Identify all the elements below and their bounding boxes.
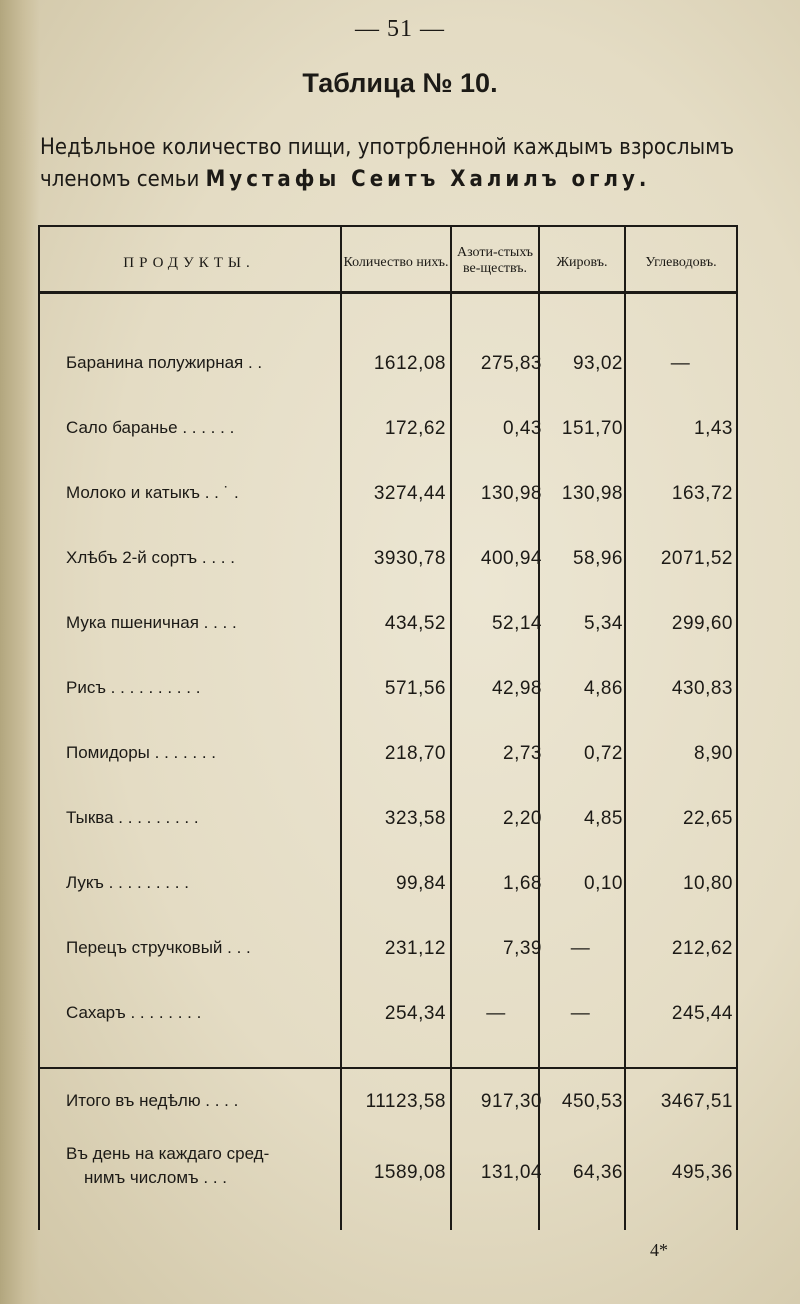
header-rule (38, 291, 738, 294)
row-carbs: 430,83 (671, 678, 733, 699)
subtitle-line-2-prefix: членомъ семьи (40, 167, 200, 192)
row-quantity: 434,52 (384, 613, 446, 634)
total-week-carbs: 3467,51 (660, 1091, 733, 1112)
row-quantity: 3274,44 (373, 483, 446, 504)
row-fats: — (570, 938, 591, 959)
row-product-name: Молоко и катыкъ . . ˙ . (66, 483, 239, 502)
row-product-name: Перецъ стручковый . . . (66, 938, 251, 957)
row-nitrogen: 1,68 (503, 873, 542, 894)
table-row (38, 1003, 738, 1033)
header-fats: Жировъ. (556, 255, 608, 270)
row-product-name: Лукъ . . . . . . . . . (66, 873, 189, 892)
table-top-rule (38, 225, 738, 227)
row-fats: 58,96 (572, 548, 623, 569)
table-row (38, 548, 738, 578)
row-fats: — (570, 1003, 591, 1024)
row-quantity: 323,58 (384, 808, 446, 829)
total-week-quantity: 11123,58 (365, 1091, 446, 1112)
header-nitrogen: Азоти-стыхъ ве-ществъ. (456, 245, 534, 276)
per-day-label-line-2: нимъ числомъ . . . (84, 1168, 227, 1187)
row-nitrogen: 0,43 (503, 418, 542, 439)
page-edge-stain (0, 0, 40, 1304)
per-day-label-line-1: Въ день на каждаго сред- (66, 1144, 270, 1163)
row-nitrogen: 400,94 (480, 548, 542, 569)
page-number: — 51 — (355, 16, 445, 42)
total-week-row (38, 1091, 738, 1121)
row-nitrogen: 275,83 (480, 353, 542, 374)
row-nitrogen: 7,39 (503, 938, 542, 959)
row-fats: 130,98 (561, 483, 623, 504)
row-fats: 0,72 (584, 743, 623, 764)
row-product-name: Сахаръ . . . . . . . . (66, 1003, 202, 1022)
row-product-name: Сало баранье . . . . . . (66, 418, 235, 437)
row-nitrogen: 2,73 (503, 743, 542, 764)
row-fats: 151,70 (561, 418, 623, 439)
row-product-name: Хлѣбъ 2-й сортъ . . . . (66, 548, 235, 567)
per-day-row (38, 1144, 738, 1210)
subtitle-family-name: Мустафы Сеитъ Халилъ оглу. (205, 167, 651, 192)
row-carbs: 22,65 (682, 808, 733, 829)
row-carbs: 2071,52 (660, 548, 733, 569)
row-nitrogen: 2,20 (503, 808, 542, 829)
table-row (38, 873, 738, 903)
table-row (38, 418, 738, 448)
row-quantity: 231,12 (384, 938, 446, 959)
row-carbs: 8,90 (694, 743, 733, 764)
row-fats: 0,10 (584, 873, 623, 894)
header-carbs: Углеводовъ. (645, 255, 717, 270)
table-row (38, 353, 738, 383)
header-quantity: Количество нихъ. (343, 255, 449, 270)
per-day-nitrogen: 131,04 (480, 1162, 542, 1183)
row-nitrogen: 42,98 (491, 678, 542, 699)
row-product-name: Тыква . . . . . . . . . (66, 808, 199, 827)
table-row (38, 808, 738, 838)
total-week-nitrogen: 917,30 (480, 1091, 542, 1112)
table-row (38, 613, 738, 643)
total-week-fats: 450,53 (561, 1091, 623, 1112)
table-subtitle (40, 132, 770, 196)
row-quantity: 3930,78 (373, 548, 446, 569)
table-row (38, 483, 738, 513)
row-fats: 93,02 (572, 353, 623, 374)
row-product-name: Рисъ . . . . . . . . . . (66, 678, 201, 697)
row-quantity: 99,84 (395, 873, 446, 894)
row-fats: 4,85 (584, 808, 623, 829)
row-quantity: 218,70 (384, 743, 446, 764)
row-nitrogen: 130,98 (480, 483, 542, 504)
total-rule (38, 1067, 738, 1069)
row-carbs: 299,60 (671, 613, 733, 634)
per-day-carbs: 495,36 (671, 1162, 733, 1183)
header-products: ПРОДУКТЫ. (123, 255, 255, 271)
table-title: Таблица № 10. (302, 68, 498, 98)
row-fats: 4,86 (584, 678, 623, 699)
row-carbs: 10,80 (682, 873, 733, 894)
row-product-name: Помидоры . . . . . . . (66, 743, 217, 762)
row-product-name: Мука пшеничная . . . . (66, 613, 237, 632)
row-quantity: 571,56 (384, 678, 446, 699)
row-nitrogen: — (486, 1003, 506, 1024)
table-row (38, 743, 738, 773)
signature-mark: 4* (650, 1240, 668, 1260)
subtitle-line-1: Недѣльное количество пищи, употрбленной каждымъ взрослымъ (40, 135, 735, 160)
per-day-fats: 64,36 (572, 1162, 623, 1183)
row-quantity: 254,34 (384, 1003, 446, 1024)
per-day-quantity: 1589,08 (373, 1162, 446, 1183)
total-week-label: Итого въ недѣлю . . . . (66, 1091, 239, 1110)
row-carbs: 212,62 (671, 938, 733, 959)
row-carbs: 245,44 (671, 1003, 733, 1024)
row-nitrogen: 52,14 (491, 613, 542, 634)
row-carbs: 163,72 (671, 483, 733, 504)
table-row (38, 678, 738, 708)
row-fats: 5,34 (584, 613, 623, 634)
row-carbs: 1,43 (694, 418, 733, 439)
nutrition-table (38, 225, 738, 1230)
row-product-name: Баранина полужирная . . (66, 353, 263, 372)
row-carbs: — (670, 353, 691, 374)
table-row (38, 938, 738, 968)
row-quantity: 1612,08 (373, 353, 446, 374)
subtitle-line-2 (40, 164, 770, 196)
row-quantity: 172,62 (384, 418, 446, 439)
